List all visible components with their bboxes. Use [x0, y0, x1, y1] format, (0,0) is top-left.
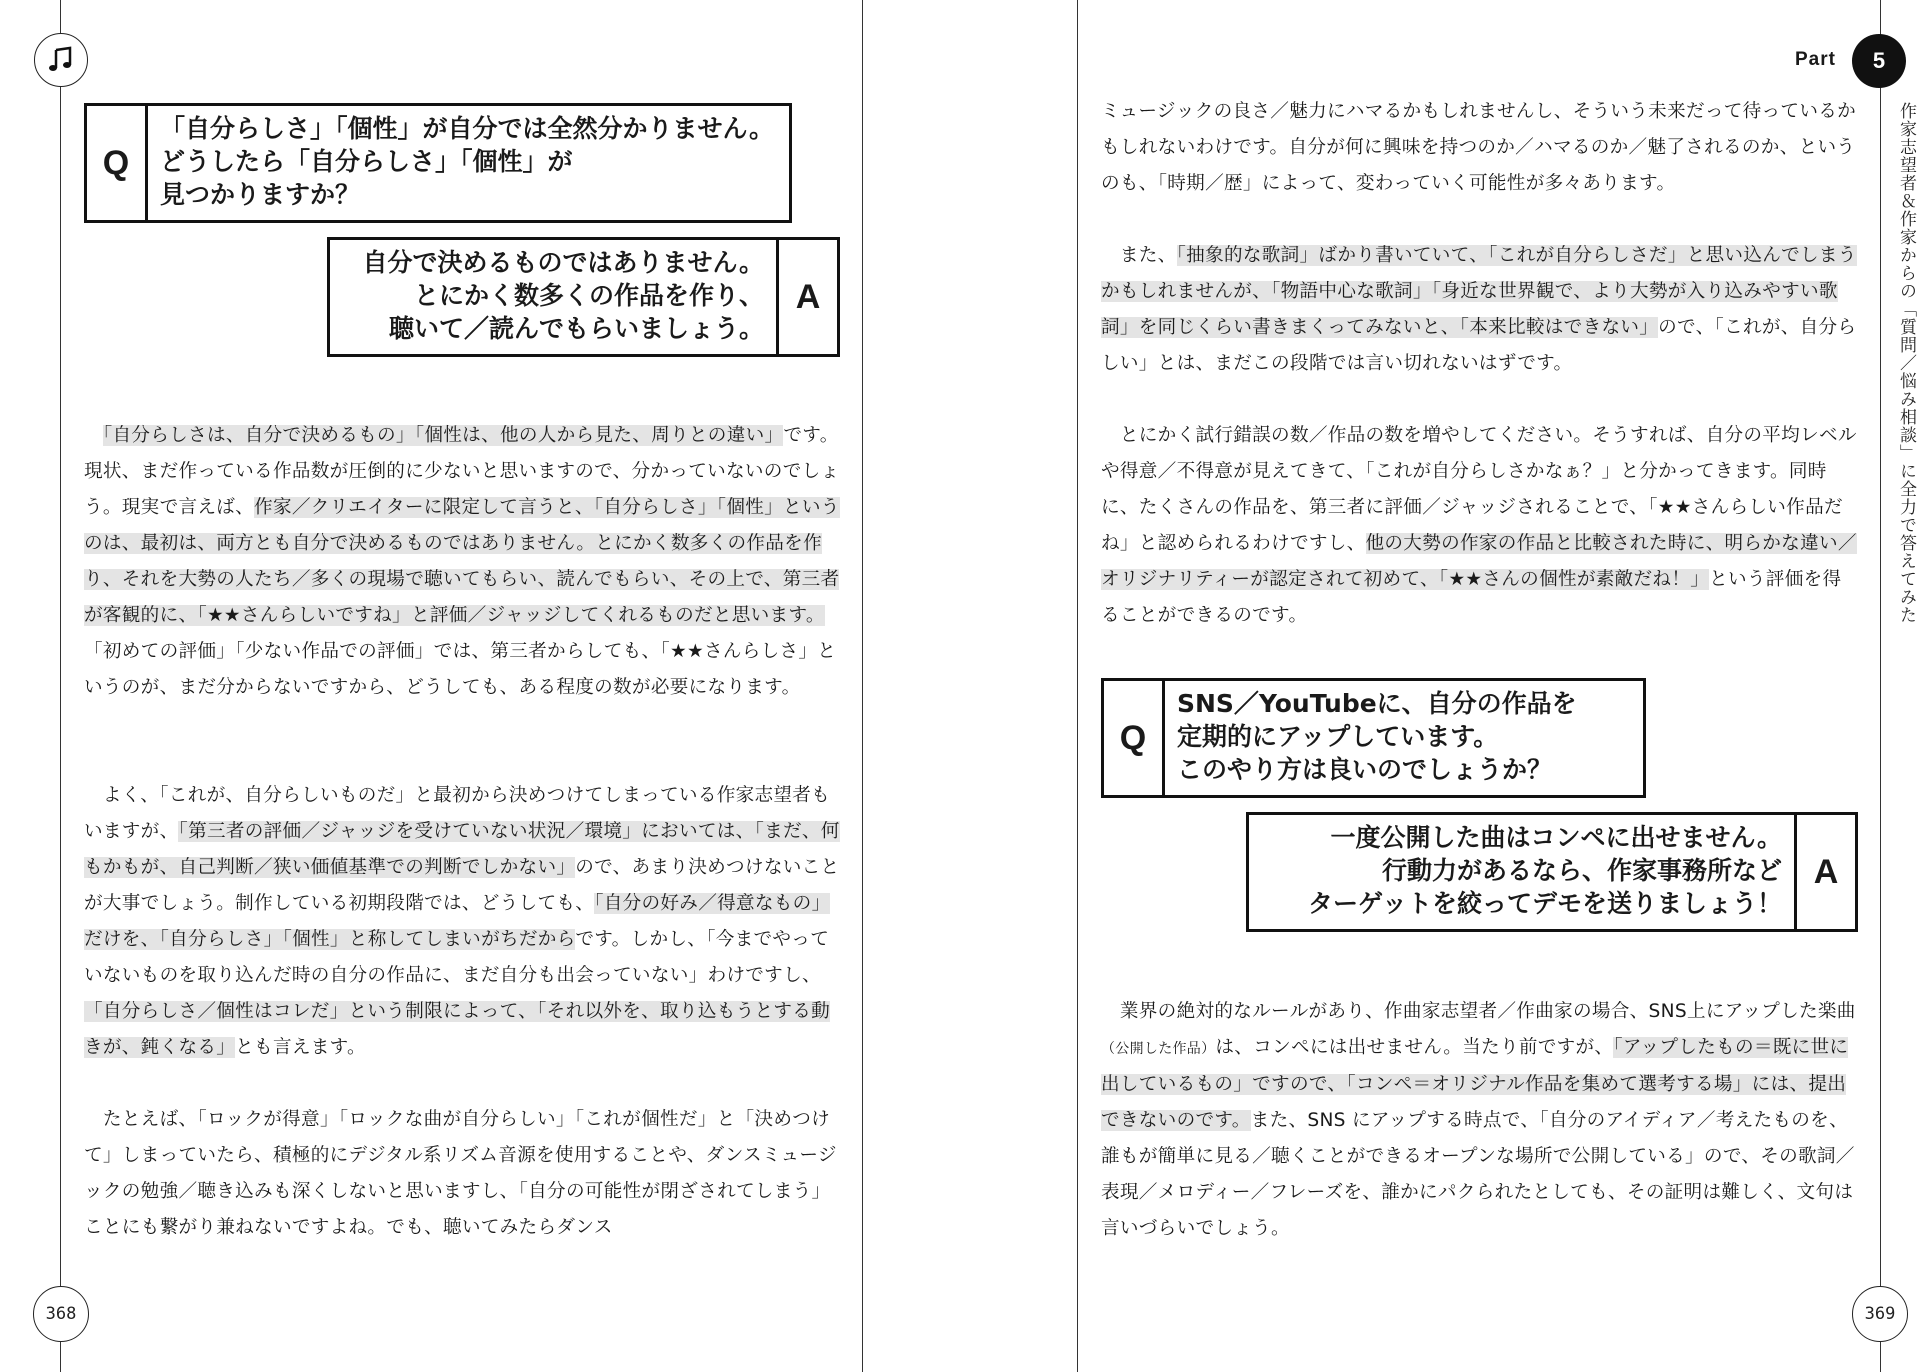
right-paragraph-2: また、「抽象的な歌詞」ばかり書いていて、「これが自分らしさだ」と思い込んでしまうかもしれませんが、「物語中心な歌詞」「身近な世界観で、より大勢が入り込みやすい歌詞」を同じくらい書きまくってみないと、「本来比較はできない」ので、「これが、自分らしい」とは、まだこの段階では言い切れないはずです。 [1101, 245, 1857, 374]
answer-text: 一度公開した曲はコンペに出せません。 行動力があるなら、作家事務所など ターゲットを絞ってデモを送りましょう！ [1307, 823, 1782, 918]
question-box-1 [84, 103, 792, 223]
music-note-icon [34, 33, 88, 87]
page-number-right [1852, 1286, 1908, 1342]
answer-box-2 [1246, 812, 1858, 932]
highlight: 他の大勢の作家の作品と比較された時に、明らかな違い／オリジナリティーが認定されて初めて、「★★さんの個性が素敵だね！」 [1101, 533, 1857, 590]
highlight: 「自分らしさは、自分で決めるもの」「個性は、他の人から見た、周りとの違い」 [102, 425, 784, 446]
right-gutter-rule [1077, 0, 1078, 1372]
left-paragraph-3: たとえば、「ロックが得意」「ロックな曲が自分らしい」「これが個性だ」と「決めつけて」しまっていたら、積極的にデジタル系リズム音源を使用することや、ダンスミュージックの勉強／聴き込みも深くしないと思いますし、「自分の可能性が閉ざされてしまう」ことにも繋がり兼ねないですよね。でも、聴いてみたらダンス [84, 1109, 837, 1238]
part-label: Part [1795, 49, 1836, 70]
right-paragraph-4: 業界の絶対的なルールがあり、作曲家志望者／作曲家の場合、SNS上にアップした楽曲（公開した作品）は、コンペには出せません。当たり前ですが、「アップしたもの＝既に世に出しているもの」ですので、「コンペ＝オリジナル作品を集めて選考する場」には、提出できないのです。また、SNS にアップする時点で、「自分のアイディア／考えたものを、誰もが簡単に見る／聴くことができるオープンな場所で公開している」ので、その歌詞／表現／メロディー／フレーズを、誰かにパクられたとしても、その証明は難しく、文句は言いづらいでしょう。 [1101, 1001, 1856, 1239]
highlight: 「自分らしさ／個性はコレだ」という制限によって、「それ以外を、取り込もうとする動きが、鈍くなる」 [84, 1001, 831, 1058]
part-number: 5 [1872, 48, 1886, 73]
right-paragraph-3: とにかく試行錯誤の数／作品の数を増やしてください。そうすれば、自分の平均レベルや得意／不得意が見えてきて、「これが自分らしさかなぁ？」と分かってきます。同時に、たくさんの作品を、第三者に評価／ジャッジされることで、「★★さんらしい作品だね」と認められるわけですし、他の大勢の作家の作品と比較された時に、明らかな違い／オリジナリティーが認定されて初めて、「★★さんの個性が素敵だね！」という評価を得ることができるのです。 [1101, 425, 1857, 626]
side-title: 作家志望者＆作家からの「質問／悩み相談」に全力で答えてみた [1896, 102, 1916, 624]
part-number-badge [1852, 34, 1906, 88]
highlight: 「抽象的な歌詞」ばかり書いていて、「これが自分らしさだ」と思い込んでしまうかもしれませんが、「物語中心な歌詞」「身近な世界観で、より大勢が入り込みやすい歌詞」を同じくらい書きまくってみないと、「本来比較はできない」 [1101, 245, 1857, 338]
page-number-left [33, 1286, 89, 1342]
right-margin-rule [1880, 0, 1881, 1372]
answer-letter: A [776, 240, 837, 354]
question-text: SNS／YouTubeに、自分の作品を 定期的にアップしています。 このやり方は良いのでしょうか？ [1177, 689, 1577, 784]
question-letter: Q [1104, 681, 1165, 795]
answer-text: 自分で決めるものではありません。 とにかく数多くの作品を作り、 聴いて／読んでもらいましょう。 [362, 248, 764, 343]
page-number-left-text: 368 [45, 1304, 77, 1324]
question-letter: Q [87, 106, 148, 220]
highlight: 「第三者の評価／ジャッジを受けていない状況／環境」においては、「まだ、何もかもが、自己判断／狭い価値基準での判断でしかない」 [84, 821, 840, 878]
highlight: 作家／クリエイターに限定して言うと、「自分らしさ」「個性」というのは、最初は、両方とも自分で決めるものではありません。とにかく数多くの作品を作り、それを大勢の人たち／多くの現場で聴いてもらい、読んでもらい、その上で、第三者が客観的に、「★★さんらしいですね」と評価／ジャッジしてくれるものだと思います。 [84, 497, 840, 626]
answer-box-1 [327, 237, 840, 357]
left-paragraph-2: よく、「これが、自分らしいものだ」と最初から決めつけてしまっている作家志望者もいますが、「第三者の評価／ジャッジを受けていない状況／環境」においては、「まだ、何もかもが、自己判断／狭い価値基準での判断でしかない」ので、あまり決めつけないことが大事でしょう。制作している初期段階では、どうしても、「自分の好み／得意なもの」だけを、「自分らしさ」「個性」と称してしまいがちだからです。しかし、「今までやっていないものを取り込んだ時の自分の作品に、まだ自分も出会っていない」わけですし、「自分らしさ／個性はコレだ」という制限によって、「それ以外を、取り込もうとする動きが、鈍くなる」とも言えます。 [84, 785, 840, 1058]
highlight: 「アップしたもの＝既に世に出しているもの」ですので、「コンペ＝オリジナル作品を集めて選考する場」には、提出できないのです。 [1101, 1037, 1849, 1131]
right-paragraph-1: ミュージックの良さ／魅力にハマるかもしれませんし、そういう未来だって待っているかもしれないわけです。自分が何に興味を持つのか／ハマるのか／魅了されるのか、というのも、「時期／歴」によって、変わっていく可能性が多々あります。 [1101, 101, 1857, 194]
page-number-right-text: 369 [1864, 1304, 1896, 1324]
answer-letter: A [1794, 815, 1855, 929]
highlight: 「自分の好み／得意なもの」だけを、「自分らしさ」「個性」と称してしまいがちだから [84, 893, 831, 950]
left-paragraph-1: 「自分らしさは、自分で決めるもの」「個性は、他の人から見た、周りとの違い」です。現状、まだ作っている作品数が圧倒的に少ないと思いますので、分かっていないのでしょう。現実で言えば、作家／クリエイターに限定して言うと、「自分らしさ」「個性」というのは、最初は、両方とも自分で決めるものではありません。とにかく数多くの作品を作り、それを大勢の人たち／多くの現場で聴いてもらい、読んでもらい、その上で、第三者が客観的に、「★★さんらしいですね」と評価／ジャッジしてくれるものだと思います。「初めての評価」「少ない作品での評価」では、第三者からしても、「★★さんらしさ」というのが、まだ分からないですから、どうしても、ある程度の数が必要になります。 [84, 425, 840, 698]
question-text: 「自分らしさ」「個性」が自分では全然分かりません。 どうしたら「自分らしさ」「個性」が 見つかりますか？ [160, 114, 775, 209]
question-box-2 [1101, 678, 1646, 798]
left-gutter-rule [862, 0, 863, 1372]
left-margin-rule [60, 0, 61, 1372]
